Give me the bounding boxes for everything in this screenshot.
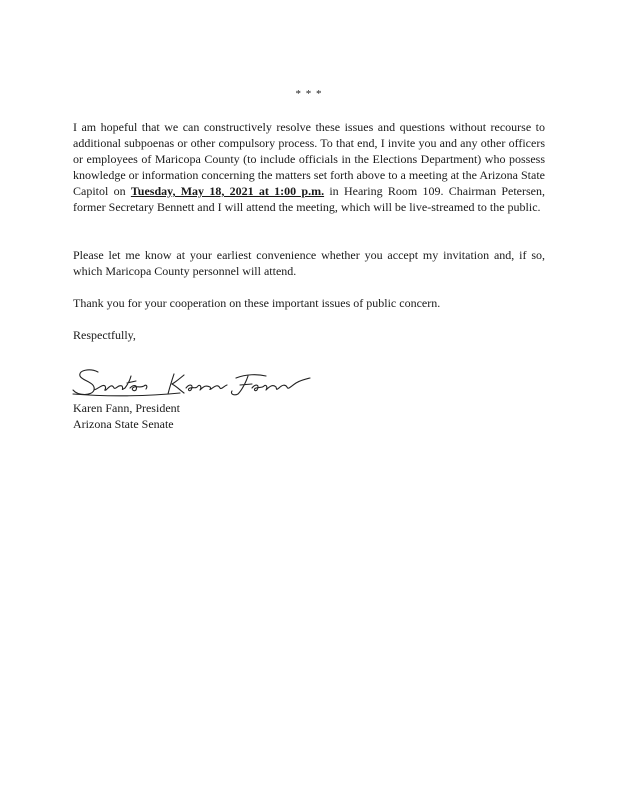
invitation-paragraph (73, 119, 545, 215)
signer-name-title: Karen Fann, President (73, 401, 180, 415)
signer-organization: Arizona State Senate (73, 417, 174, 431)
handwritten-signature (70, 366, 315, 400)
meeting-date: Tuesday, May 18, 2021 at 1:00 p.m. (130, 184, 325, 198)
invitation-text-start: I am hopeful that we can constructively resolve these issues and questions without recourse to additional subpoenas or other compulsory process. To that end, I invite you and any other officers or employees of Maricopa County (to include officials in the Elections Department) who possess knowledge or information concerning the matters set forth above to a meeting at the Arizona State Capitol on (73, 120, 545, 198)
section-separator: * * * (295, 88, 323, 100)
thanks-paragraph: Thank you for your cooperation on these important issues of public concern. (73, 296, 441, 310)
invitation-text-end: in Hearing Room 109. Chairman Petersen, former Secretary Bennett and I will attend the meeting, which will be live-streamed to the public. (73, 184, 545, 214)
closing: Respectfully, (73, 328, 136, 342)
response-request-paragraph: Please let me know at your earliest convenience whether you accept my invitation and, if so, which Maricopa County personnel will attend. (73, 248, 545, 278)
